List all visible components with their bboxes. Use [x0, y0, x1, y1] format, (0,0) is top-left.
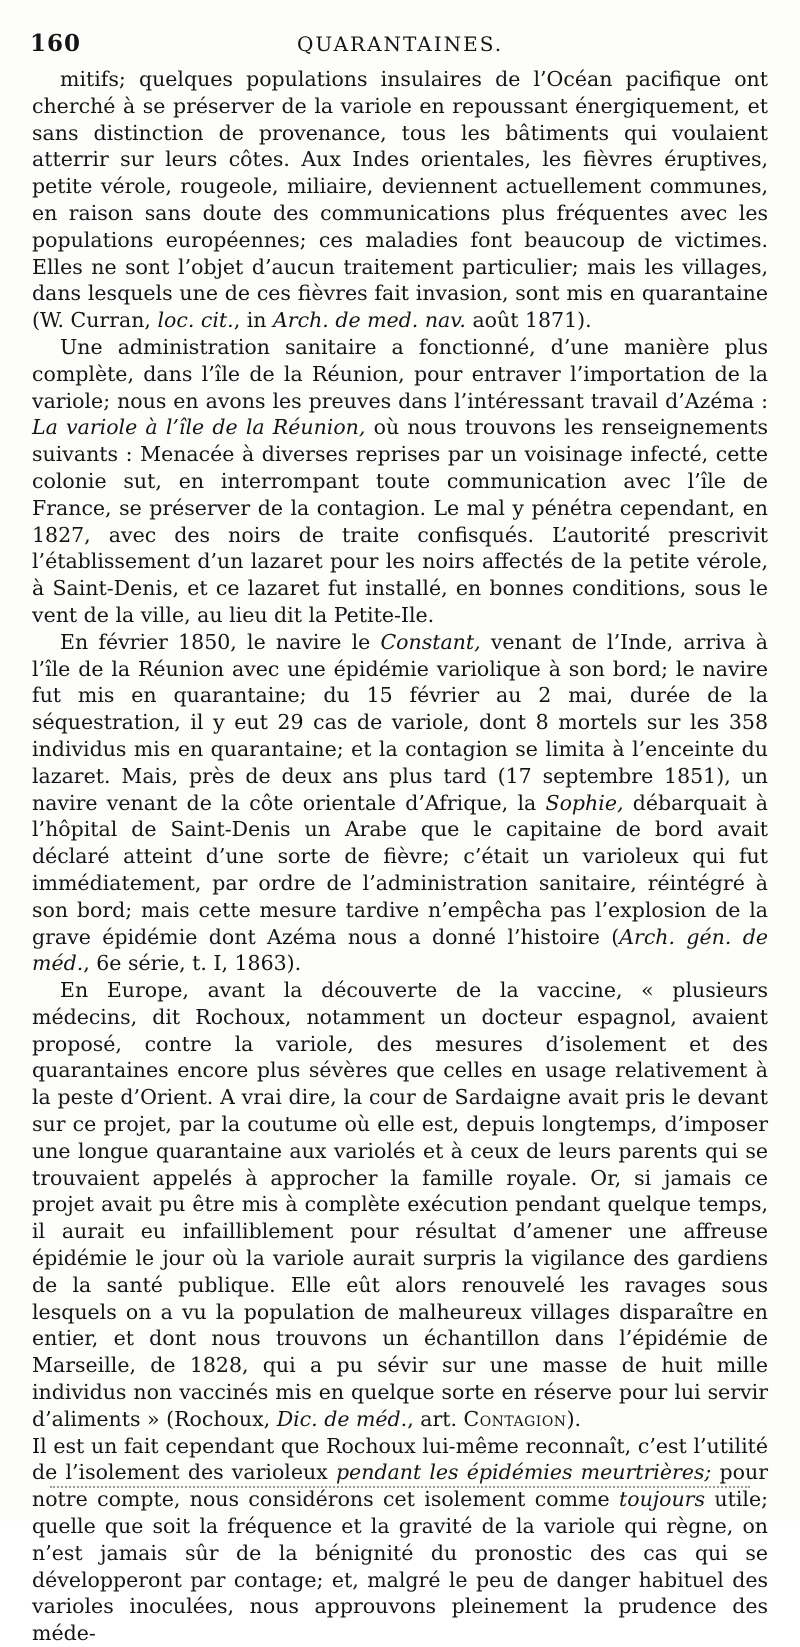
page-number: 160: [30, 30, 82, 57]
text-run: Il est un fait cependant que Rochoux lui-même reconnaît, c’est l’utilité de l’isolement des varioleux: [32, 1433, 768, 1485]
text-run: venant de l’Inde, arriva à l’île de la Réunion avec une épidémie variolique à son bord; le navire fut mis en quarantaine; du 15 février au 2 mai, durée de la séquestration, il y eut 29 cas de variole, dont 8 mortels sur les 358 individus mis en quarantaine; et la contagion se limita à l’enceinte du lazaret. Mais, près de deux ans plus tard (17 septembre 1851), un navire venant de la côte orientale d’Afrique, la: [32, 629, 768, 815]
italic-text: Arch. gén. de méd.: [32, 924, 768, 976]
text-run: , in: [233, 308, 273, 333]
body-text: [32, 66, 768, 1647]
paragraph: [32, 66, 768, 334]
text-run: En février 1850, le navire le: [60, 629, 381, 654]
text-run: Une administration sanitaire a fonctionné, d’une manière plus complète, dans l’île de la Réunion, pour entraver l’importation de la variole; nous en avons les preuves dans l’intéressant travail d’Azéma :: [32, 334, 768, 413]
text-run: En Europe, avant la découverte de la vaccine, « plusieurs médecins, dit Rochoux, notamment un docteur espagnol, avaient proposé, contre la variole, des mesures d’isolement et des quarantaines encore plus sévères que celles en usage relativement à la peste d’Orient. A vrai dire, la cour de Sardaigne avait pris le devant sur ce projet, par la coutume où elle est, depuis longtemps, d’imposer une longue quarantaine aux variolés et à ceux de leurs parents qui se trouvaient appelés à approcher la famille royale. Or, si jamais ce projet avait pu être mis à complète exécution pendant quelque temps, il aurait eu infailliblement pour résultat d’amener une affreuse épidémie le jour où la variole aurait surpris la vigilance des gardiens de la santé publique. Elle eût alors renouvelé les ravages sous lesquels on a vu la population de malheureux villages disparaître en entier, et dont nous trouvons un échantillon dans l’épidémie de Marseille, de 1828, qui a pu sévir sur une masse de huit mille individus non vaccinés mis en quelque sorte en réserve pour lui servir d’aliments » (Rochoux,: [32, 978, 768, 1431]
running-title: QUARANTAINES.: [296, 32, 504, 56]
page-header: [30, 30, 770, 60]
italic-text: loc. cit.: [157, 308, 234, 333]
italic-text: Sophie,: [545, 790, 624, 815]
paragraph: [32, 629, 768, 977]
paragraph: [32, 334, 768, 629]
text-run: ).: [566, 1406, 582, 1431]
text-run: où nous trouvons les renseignements suivants : Menacée à diverses reprises par un voisinage infecté, cette colonie sut, en interrompant toute communication avec l’île de France, se préserver de la contagion. Le mal y pénétra cependant, en 1827, avec des noirs de traite confisqués. L’autorité prescrivit l’établissement d’un lazaret pour les noirs affectés de la petite vérole, à Saint-Denis, et ce lazaret fut installé, en bonnes conditions, sous le vent de la ville, au lieu dit la Petite-Ile.: [32, 415, 768, 627]
paragraph: [32, 977, 768, 1433]
small-caps-text: Contagion: [463, 1406, 567, 1431]
italic-text: La variole à l’île de la Réunion,: [32, 415, 366, 440]
italic-text: pendant les épidémies meurtrières;: [335, 1460, 712, 1485]
text-run: , art.: [407, 1406, 464, 1431]
paragraph: [32, 1433, 768, 1647]
text-run: mitifs; quelques populations insulaires de l’Océan pacifique ont cherché à se préserver de la variole en repoussant énergiquement, et sans distinction de provenance, tous les bâtiments qui voulaient atterrir sur leurs côtes. Aux Indes orientales, les fièvres éruptives, petite vérole, rougeole, miliaire, deviennent actuellement communes, en raison sans doute des communications plus fréquentes avec les populations européennes; ces maladies font beaucoup de victimes. Elles ne sont l’objet d’aucun traitement particulier; mais les villages, dans lesquels une de ces fièvres fait invasion, sont mis en quarantaine (W. Curran,: [32, 67, 768, 333]
italic-text: toujours: [619, 1487, 706, 1512]
italic-text: Constant,: [380, 629, 481, 654]
text-run: utile; quelle que soit la fréquence et la gravité de la variole qui règne, on n’est jamais sûr de la bénignité du pronostic des cas qui se développeront par contage; et, malgré le peu de danger habituel des varioles inoculées, nous approuvons pleinement la prudence des méde-: [32, 1487, 768, 1646]
bottom-dotted-rule: [50, 1486, 750, 1488]
text-run: août 1871).: [465, 308, 592, 333]
text-run: pour notre compte, nous considérons cet isolement comme: [32, 1460, 769, 1512]
italic-text: Arch. de med. nav.: [273, 308, 466, 333]
italic-text: Dic. de méd.: [276, 1406, 408, 1431]
text-run: débarquait à l’hôpital de Saint-Denis un Arabe que le capitaine de bord avait déclaré atteint d’une sorte de fièvre; c’était un varioleux qui fut immédiatement, par ordre de l’administration sanitaire, réintégré à son bord; mais cette mesure tardive n’empêcha pas l’explosion de la grave épidémie dont Azéma nous a donné l’histoire (: [32, 790, 769, 949]
text-run: , 6e série, t. I, 1863).: [83, 951, 302, 976]
